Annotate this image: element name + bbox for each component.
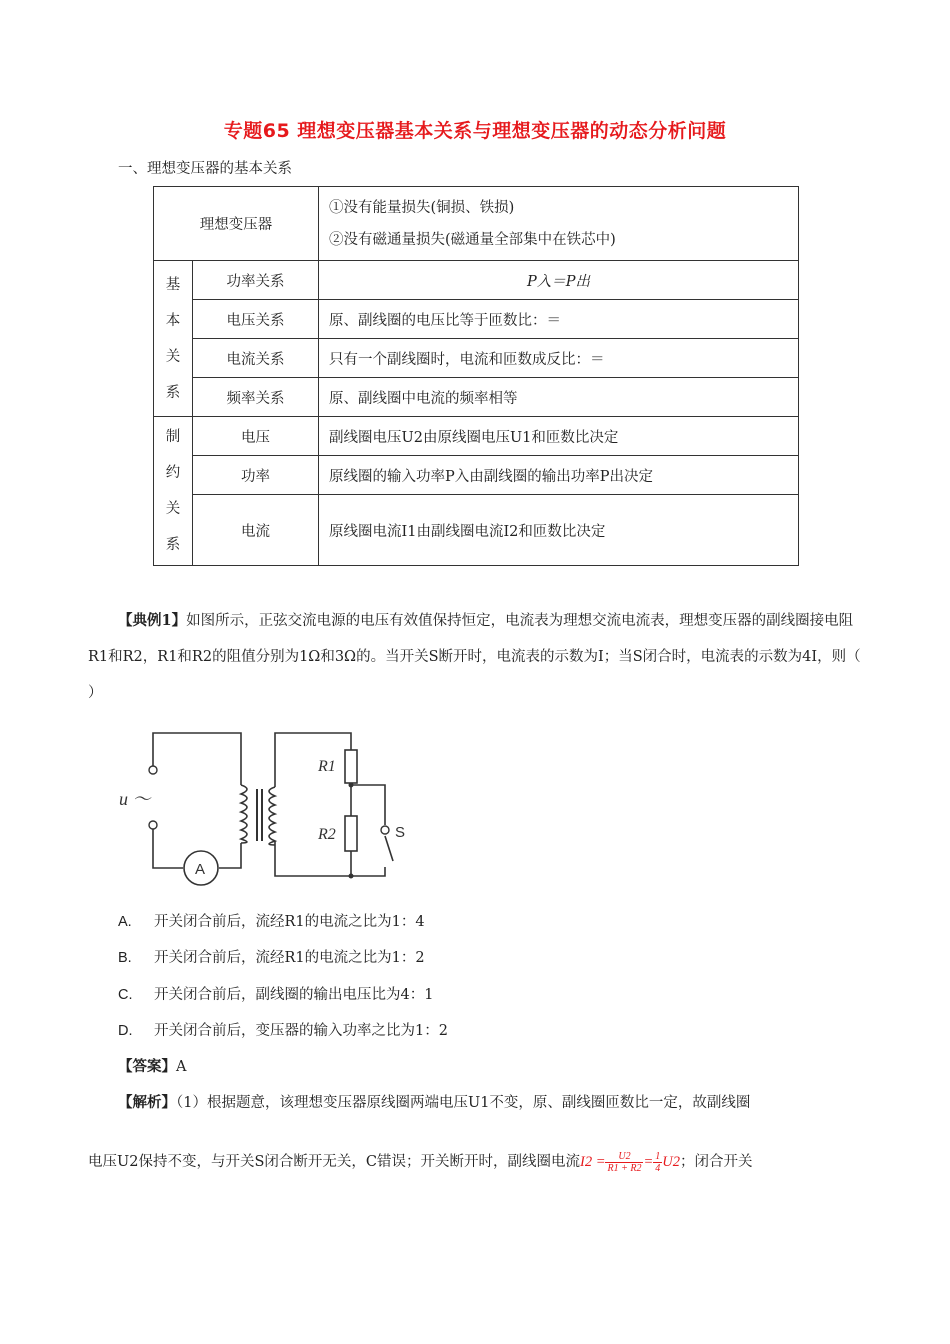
answer-line bbox=[118, 1055, 186, 1076]
r2-label: R2 bbox=[318, 826, 336, 843]
table-row bbox=[154, 339, 799, 378]
coef-num: 1 bbox=[655, 1151, 661, 1163]
row-label: 功率关系 bbox=[193, 261, 319, 300]
category-char: 基 bbox=[165, 276, 181, 293]
table-header-row bbox=[154, 187, 799, 261]
row-label: 频率关系 bbox=[193, 378, 319, 417]
ammeter-label: A bbox=[195, 861, 206, 878]
row-text: 原线圈电流I1由副线圈电流I2和匝数比决定 bbox=[319, 495, 799, 566]
formula-lhs: I2 = bbox=[579, 1154, 606, 1170]
constraint-category bbox=[154, 417, 193, 566]
category-char: 约 bbox=[165, 465, 181, 481]
option-a[interactable] bbox=[118, 910, 425, 931]
row-label: 电流 bbox=[193, 495, 319, 566]
switch-wire bbox=[351, 785, 385, 825]
switch-s bbox=[385, 836, 393, 861]
analysis-text-2: 电压U2保持不变，与开关S闭合断开无关，C错误；开关断开时，副线圈电流 bbox=[88, 1154, 580, 1170]
current-formula bbox=[579, 1151, 680, 1175]
category-char: 关 bbox=[165, 348, 181, 365]
example-tag: 【典例1】 bbox=[118, 612, 187, 629]
analysis-text-3: ；闭合开关 bbox=[679, 1154, 753, 1170]
category-char: 关 bbox=[165, 501, 181, 517]
answer-value: A bbox=[176, 1059, 187, 1075]
option-key: B. bbox=[118, 950, 132, 966]
secondary-coil bbox=[269, 787, 275, 845]
example-paragraph bbox=[88, 603, 868, 711]
transformer-relations-table bbox=[153, 186, 799, 566]
option-text: 开关闭合前后，流经R1的电流之比为1：2 bbox=[154, 950, 425, 966]
row-label: 电压 bbox=[193, 417, 319, 456]
r1-label: R1 bbox=[318, 758, 336, 775]
row-label: 功率 bbox=[193, 456, 319, 495]
row-text: 只有一个副线圈时，电流和匝数成反比：＝ bbox=[319, 339, 799, 378]
primary-coil bbox=[241, 785, 247, 843]
switch-label: S bbox=[395, 824, 406, 841]
row-text: P入＝P出 bbox=[319, 261, 799, 300]
coef-den: 4 bbox=[655, 1163, 661, 1175]
primary-wire bbox=[153, 733, 241, 785]
formula-fraction bbox=[605, 1151, 643, 1174]
header-label: 理想变压器 bbox=[154, 187, 319, 261]
category-char: 本 bbox=[165, 312, 181, 329]
answer-tag: 【答案】 bbox=[118, 1058, 176, 1075]
option-key: A. bbox=[118, 914, 132, 930]
analysis-text-1: （1）根据题意，该理想变压器原线圈两端电压U1不变，原、副线圈匝数比一定，故副线圈 bbox=[176, 1095, 751, 1111]
formula-coef bbox=[653, 1151, 662, 1174]
table-row bbox=[154, 417, 799, 456]
table-row bbox=[154, 456, 799, 495]
table-row bbox=[154, 378, 799, 417]
formula-den: R1 + R2 bbox=[607, 1163, 642, 1175]
category-char: 系 bbox=[165, 384, 181, 401]
table-row bbox=[154, 300, 799, 339]
header-note-2: ②没有磁通量损失(磁通量全部集中在铁芯中) bbox=[329, 231, 616, 248]
source-label: u ～ bbox=[119, 789, 151, 809]
option-text: 开关闭合前后，流经R1的电流之比为1：4 bbox=[154, 914, 425, 930]
section-heading: 一、理想变压器的基本关系 bbox=[118, 161, 292, 177]
page-title: 专题65 理想变压器基本关系与理想变压器的动态分析问题 bbox=[223, 120, 727, 142]
option-key: C. bbox=[118, 987, 133, 1003]
category-char: 系 bbox=[165, 537, 181, 553]
table-row bbox=[154, 261, 799, 300]
option-b[interactable] bbox=[118, 946, 425, 967]
example-text: 如图所示，正弦交流电源的电压有效值保持恒定，电流表为理想交流电流表，理想变压器的副线圈接电阻R1和R2，R1和R2的阻值分别为1Ω和3Ω的。当开关S断开时，电流表的示数为I；当S闭合时，电流表的示数为4I，则（ ） bbox=[88, 613, 861, 701]
category-char: 制 bbox=[165, 429, 181, 445]
analysis-tag: 【解析】 bbox=[118, 1094, 176, 1111]
secondary-wire bbox=[275, 733, 351, 787]
row-text: 原、副线圈的电压比等于匝数比：＝ bbox=[319, 300, 799, 339]
table-row bbox=[154, 495, 799, 566]
row-text: 原、副线圈中电流的频率相等 bbox=[319, 378, 799, 417]
primary-wire-bottom bbox=[153, 825, 183, 868]
row-label: 电流关系 bbox=[193, 339, 319, 378]
option-key: D. bbox=[118, 1023, 133, 1039]
resistor-r1 bbox=[345, 750, 357, 783]
resistor-r2 bbox=[345, 816, 357, 851]
analysis-line-1 bbox=[118, 1091, 878, 1112]
row-label: 电压关系 bbox=[193, 300, 319, 339]
row-text: 副线圈电压U2由原线圈电压U1和匝数比决定 bbox=[319, 417, 799, 456]
formula-num: U2 bbox=[605, 1151, 643, 1163]
terminal-top bbox=[149, 766, 157, 774]
terminal-bottom bbox=[149, 821, 157, 829]
row-text: 原线圈的输入功率P入由副线圈的输出功率P出决定 bbox=[319, 456, 799, 495]
option-c[interactable] bbox=[118, 983, 433, 1004]
circuit-diagram bbox=[115, 725, 415, 895]
formula-rhs: U2 bbox=[662, 1154, 680, 1170]
option-text: 开关闭合前后，变压器的输入功率之比为1：2 bbox=[154, 1023, 448, 1039]
header-note-1: ①没有能量损失(铜损、铁损) bbox=[329, 199, 515, 216]
header-notes bbox=[319, 187, 799, 261]
option-d[interactable] bbox=[118, 1019, 448, 1040]
basic-category bbox=[154, 261, 193, 417]
formula-eq: = bbox=[643, 1154, 654, 1170]
option-text: 开关闭合前后，副线圈的输出电压比为4：1 bbox=[154, 987, 434, 1003]
analysis-line-2 bbox=[88, 1150, 878, 1174]
